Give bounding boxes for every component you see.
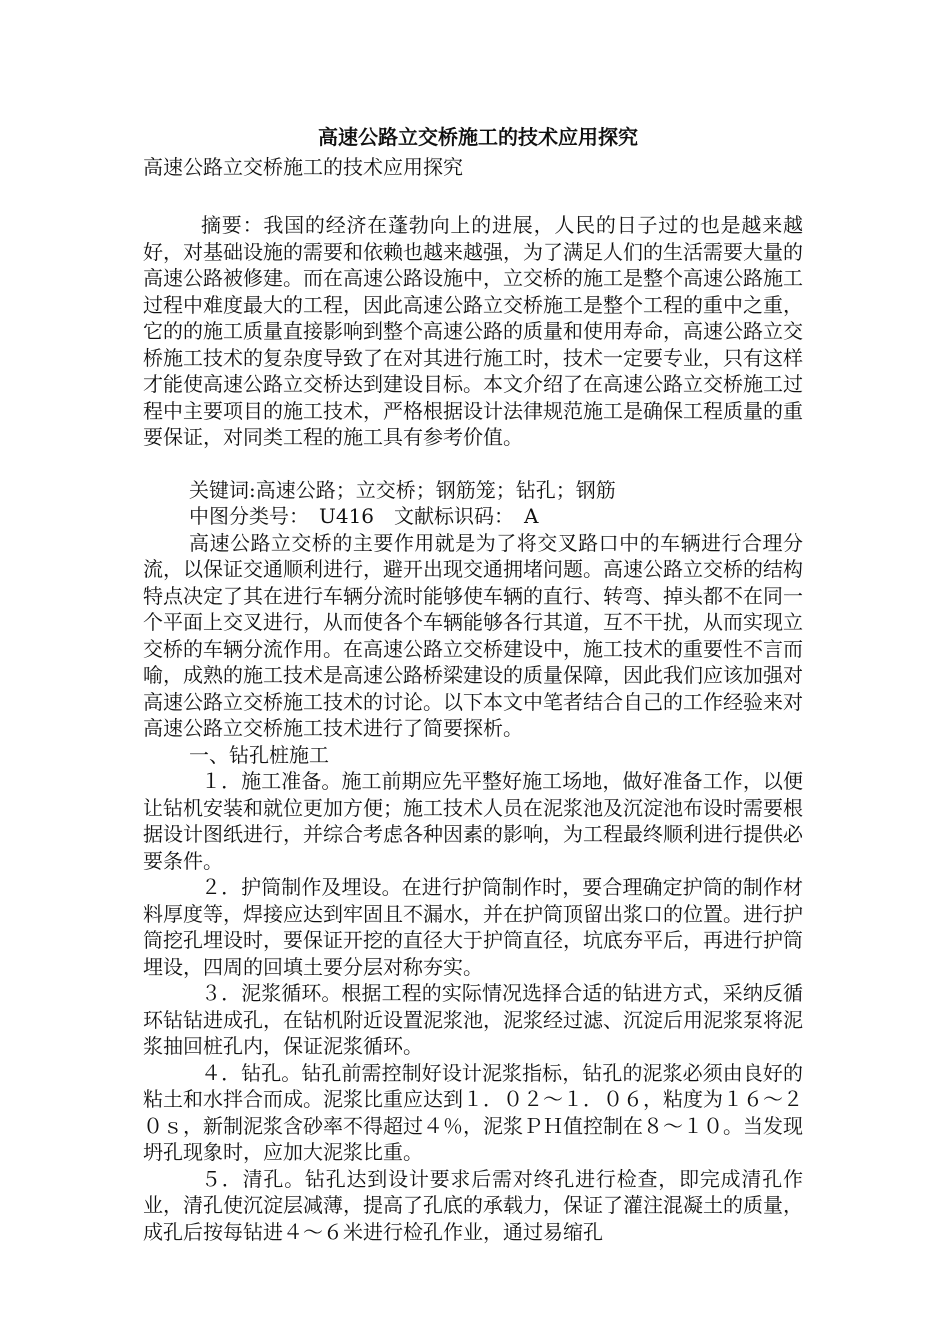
spacer xyxy=(143,451,803,477)
list-item: ５．清孔。钻孔达到设计要求后需对终孔进行检查，即完成清孔作业，清孔使沉淀层减薄，提高了孔底的承载力，保证了灌注混凝土的质量，成孔后按每钻进４～６米进行检孔作业，通过易缩孔 xyxy=(143,1166,803,1244)
list-item: ２．护筒制作及埋设。在进行护筒制作时，要合理确定护筒的制作材料厚度等，焊接应达到牢固且不漏水，并在护筒顶留出浆口的位置。进行护筒挖孔埋设时，要保证开挖的直径大于护筒直径，坑底夯平后，再进行护筒埋设，四周的回填土要分层对称夯实。 xyxy=(143,875,803,979)
abstract-paragraph: 摘要：我国的经济在蓬勃向上的进展，人民的日子过的也是越来越好，对基础设施的需要和依赖也越来越强，为了满足人们的生活需要大量的高速公路被修建。而在高速公路设施中，立交桥的施工是整个高速公路施工过程中难度最大的工程，因此高速公路立交桥施工是整个工程的重中之重，它的的施工质量直接影响到整个高速公路的质量和使用寿命，高速公路立交桥施工技术的复杂度导致了在对其进行施工时，技术一定要专业，只有这样才能使高速公路立交桥达到建设目标。本文介绍了在高速公路立交桥施工过程中主要项目的施工技术，严格根据设计法律规范施工是确保工程质量的重要保证，对同类工程的施工具有参考价值。 xyxy=(143,213,803,449)
document-title: 高速公路立交桥施工的技术应用探究 xyxy=(318,125,638,149)
document-body xyxy=(143,122,803,1245)
intro-paragraph: 高速公路立交桥的主要作用就是为了将交叉路口中的车辆进行合理分流，以保证交通顺利进行，避开出现交通拥堵问题。高速公路立交桥的结构特点决定了其在进行车辆分流时能够使车辆的直行、转弯、掉头都不在同一个平面上交叉进行，从而使各个车辆能够各行其道，互不干扰，从而实现立交桥的车辆分流作用。在高速公路立交桥建设中，施工技术的重要性不言而喻，成熟的施工技术是高速公路桥梁建设的质量保障，因此我们应该加强对高速公路立交桥施工技术的讨论。以下本文中笔者结合自己的工作经验来对高速公路立交桥施工技术进行了简要探析。 xyxy=(143,530,803,740)
spacer xyxy=(143,182,803,212)
list-item: １．施工准备。施工前期应先平整好施工场地，做好准备工作，以便让钻机安装和就位更加方便；施工技术人员在泥浆池及沉淀池布设时需要根据设计图纸进行，并综合考虑各种因素的影响，为工程最终顺利进行提供必要条件。 xyxy=(143,769,803,873)
classification-line: 中图分类号： U416 文献标识码： A xyxy=(189,504,539,528)
document-subtitle: 高速公路立交桥施工的技术应用探究 xyxy=(143,155,463,179)
list-item: ３．泥浆循环。根据工程的实际情况选择合适的钻进方式，采纳反循环钻钻进成孔，在钻机附近设置泥浆池，泥浆经过滤、沉淀后用泥浆泵将泥浆抽回桩孔内，保证泥浆循环。 xyxy=(143,981,803,1058)
keywords-line: 关键词:高速公路；立交桥；钢筋笼；钻孔；钢筋 xyxy=(189,477,616,502)
section-heading: 一、钻孔桩施工 xyxy=(189,742,329,767)
list-item: ４．钻孔。钻孔前需控制好设计泥浆指标，钻孔的泥浆必须由良好的粘土和水拌合而成。泥浆比重应达到１．０２～１．０６，粘度为１６～２０ｓ，新制泥浆含砂率不得超过４％，泥浆ＰＨ值控制在８～１０。当发现坍孔现象时，应加大泥浆比重。 xyxy=(143,1060,803,1164)
